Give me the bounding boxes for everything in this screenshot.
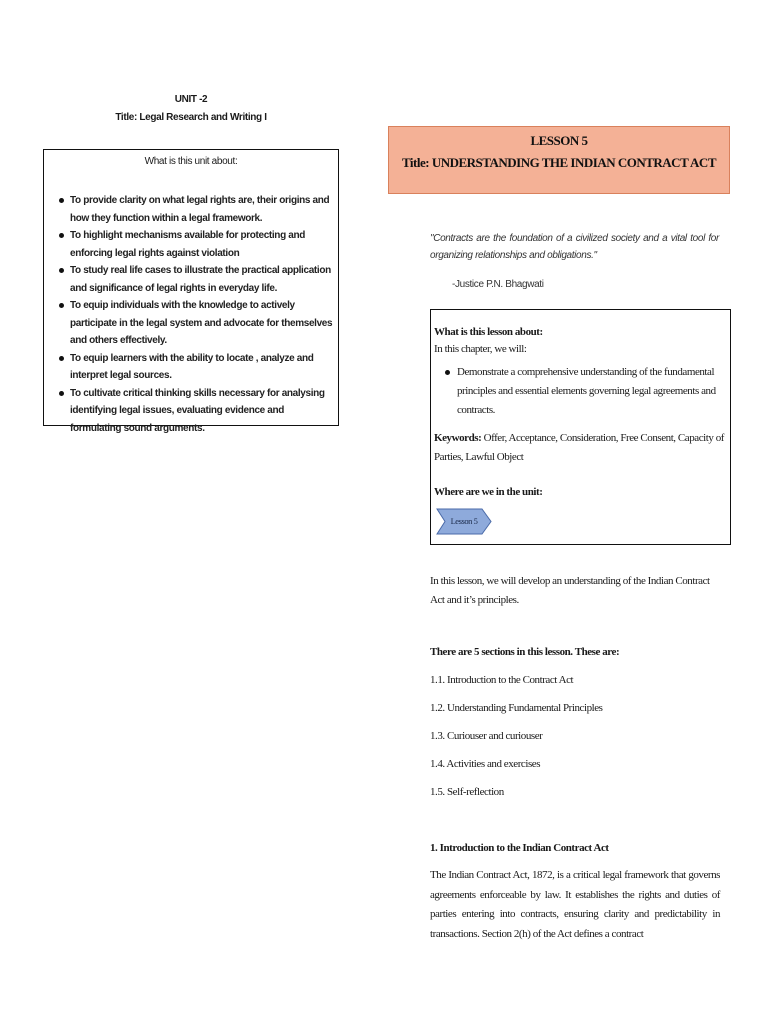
body-paragraph: The Indian Contract Act, 1872, is a critical legal framework that governs agreements enforceable by law. It establishes the rights and duties of parties entering into contracts, ensuring clarity and predictability in transactions. Section 2(h) of the Act defines a contract	[430, 869, 720, 940]
section-item: 1.1. Introduction to the Contract Act	[430, 674, 574, 686]
lesson-title: Title: UNDERSTANDING THE INDIAN CONTRACT ACT	[401, 155, 716, 170]
lesson-banner	[388, 126, 730, 194]
keywords-text: Offer, Acceptance, Consideration, Free Consent, Capacity of Parties, Lawful Object	[434, 432, 724, 463]
objective-text: To equip individuals with the knowledge to actively participate in the legal system and advocate for themselves and others effectively.	[70, 300, 333, 346]
section-item: 1.3. Curiouser and curiouser	[430, 730, 543, 742]
objective-item	[56, 297, 336, 350]
lesson-progress-chip	[436, 508, 492, 535]
bullet-icon	[59, 303, 64, 308]
about-bullet-item	[445, 363, 737, 420]
section-item: 1.2. Understanding Fundamental Principles	[430, 702, 603, 714]
objective-item	[56, 350, 336, 385]
objective-item	[56, 192, 336, 227]
unit-label: UNIT -2	[174, 94, 208, 105]
keywords-line	[434, 429, 724, 467]
about-bullet-text: Demonstrate a comprehensive understanding of the fundamental principles and essential elements governing legal agreements and contracts.	[457, 366, 716, 416]
lesson-chip-label: Lesson 5	[450, 516, 478, 526]
section-subheading: 1. Introduction to the Indian Contract Act	[430, 842, 609, 854]
section-item: 1.5. Self-reflection	[430, 786, 504, 798]
sections-heading: There are 5 sections in this lesson. These are:	[430, 646, 620, 658]
section-item: 1.4. Activities and exercises	[430, 758, 541, 770]
objective-text: To study real life cases to illustrate the practical application and significance of legal rights in everyday life.	[70, 265, 331, 294]
objective-text: To cultivate critical thinking skills necessary for analysing identifying legal issues, evaluating evidence and formulating sound arguments.	[70, 387, 325, 434]
quote-author: -Justice P.N. Bhagwati	[452, 279, 544, 290]
unit-title: Title: Legal Research and Writing I	[115, 112, 267, 123]
lesson-about-box	[430, 309, 731, 545]
objective-item	[56, 262, 336, 297]
objective-text: To provide clarity on what legal rights are, their origins and how they function within a legal framework.	[70, 195, 330, 224]
opening-quote: "Contracts are the foundation of a civilized society and a vital tool for organizing relationships and obligations."	[430, 233, 719, 261]
objective-text: To highlight mechanisms available for protecting and enforcing legal rights against violation	[70, 230, 305, 259]
objective-text: To equip learners with the ability to locate , analyze and interpret legal sources.	[70, 352, 314, 381]
keywords-label: Keywords:	[434, 432, 482, 444]
about-heading: What is this lesson about:	[434, 326, 543, 338]
unit-about-box	[43, 149, 339, 434]
bullet-icon	[59, 268, 64, 273]
where-heading: Where are we in the unit:	[434, 486, 543, 498]
unit-box-title: What is this unit about:	[144, 156, 238, 167]
unit-heading	[40, 91, 342, 127]
about-intro: In this chapter, we will:	[434, 343, 527, 355]
bullet-icon	[445, 370, 450, 375]
objective-item	[56, 227, 336, 262]
lesson-number: LESSON 5	[530, 133, 588, 148]
bullet-icon	[59, 233, 64, 238]
bullet-icon	[59, 198, 64, 203]
intro-paragraph: In this lesson, we will develop an understanding of the Indian Contract Act and it’s principles.	[430, 575, 710, 606]
bullet-icon	[59, 356, 64, 361]
unit-objectives-list	[56, 192, 336, 437]
objective-item	[56, 385, 336, 438]
bullet-icon	[59, 391, 64, 396]
